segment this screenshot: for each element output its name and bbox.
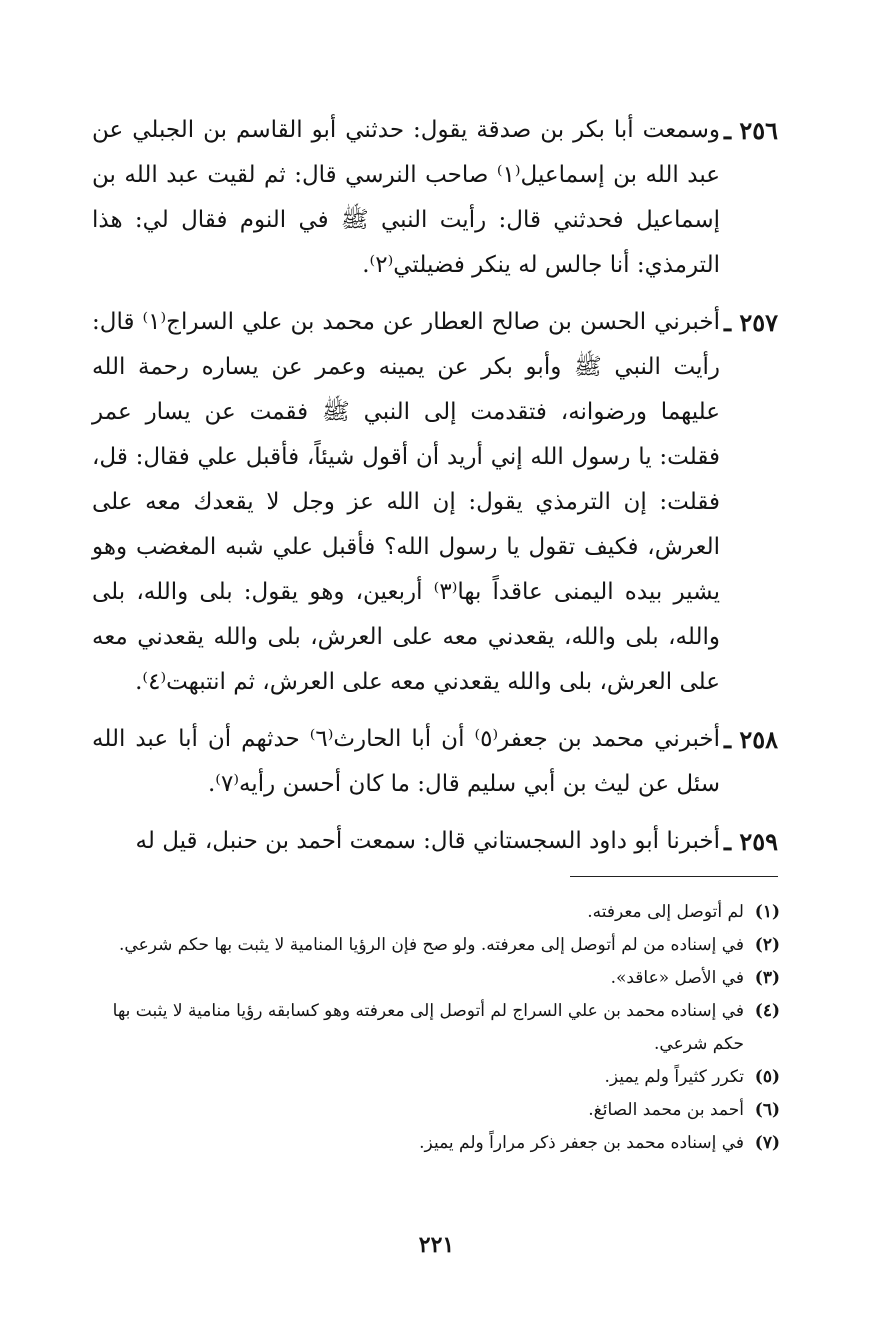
footnote-5	[90, 1061, 780, 1094]
main-text	[92, 108, 778, 876]
footnote-4	[90, 995, 780, 1061]
entry-text: أخبرنا أبو داود السجستاني قال: سمعت أحمد بن حنبل، قيل له	[135, 828, 720, 854]
entry-text: أخبرني الحسن بن صالح العطار عن محمد بن علي السراج⁽١⁾ قال: رأيت النبي ﷺ وأبو بكر عن يمينه وعمر عن يساره رحمة الله عليهما ورضوانه، فتقدمت إلى النبي ﷺ فقمت عن يسار عمر فقلت: يا رسول الله إني أريد أن أقول شيئاً، فأقبل علي فقال: قل، فقلت: إن الترمذي يقول: إن الله عز وجل لا يقعدك معه على العرش، فكيف تقول يا رسول الله؟ فأقبل علي شبه المغضب وهو يشير بيده اليمنى عاقداً بها⁽٣⁾ أربعين، وهو يقول: بلى والله، بلى والله، بلى والله، يقعدني معه على العرش، بلى والله يقعدني معه على العرش، بلى والله يقعدني معه على العرش، ثم انتبهت⁽٤⁾.	[92, 309, 721, 695]
entry-number: ٢٥٧ ـ	[723, 308, 778, 337]
footnotes	[90, 896, 780, 1160]
footnote-3	[90, 962, 780, 995]
entry-257	[92, 300, 778, 705]
footnote-number: (١)	[754, 902, 780, 922]
footnote-divider	[570, 876, 778, 877]
footnote-text: في إسناده محمد بن علي السراج لم أتوصل إلى معرفته وهو كسابقه رؤيا منامية لا يثبت بها حكم شرعي.	[112, 1001, 744, 1054]
entry-number: ٢٥٦ ـ	[723, 116, 778, 145]
entry-number: ٢٥٨ ـ	[723, 725, 778, 754]
footnote-6	[90, 1094, 780, 1127]
entry-259	[92, 819, 778, 864]
footnote-number: (٧)	[754, 1133, 780, 1153]
footnote-1	[90, 896, 780, 929]
entry-258	[92, 717, 778, 807]
footnote-number: (٢)	[754, 935, 780, 955]
footnote-number: (٦)	[754, 1100, 780, 1120]
footnote-number: (٣)	[754, 968, 780, 988]
entry-text: وسمعت أبا بكر بن صدقة يقول: حدثني أبو القاسم بن الجبلي عن عبد الله بن إسماعيل⁽١⁾ صاحب النرسي قال: ثم لقيت عبد الله بن إسماعيل فحدثني قال: رأيت النبي ﷺ في النوم فقال لي: هذا الترمذي: أنا جالس له ينكر فضيلتي⁽٢⁾.	[92, 117, 720, 278]
footnote-text: أحمد بن محمد الصائغ.	[588, 1100, 744, 1120]
footnote-text: تكرر كثيراً ولم يميز.	[604, 1067, 744, 1087]
page-number: ٢٢١	[418, 1232, 455, 1258]
entry-number: ٢٥٩ ـ	[723, 827, 778, 856]
footnote-text: في إسناده محمد بن جعفر ذكر مراراً ولم يميز.	[419, 1133, 744, 1153]
footnote-text: لم أتوصل إلى معرفته.	[587, 902, 744, 922]
entry-text: أخبرني محمد بن جعفر⁽٥⁾ أن أبا الحارث⁽٦⁾ حدثهم أن أبا عبد الله سئل عن ليث بن أبي سليم قال: ما كان أحسن رأيه⁽٧⁾.	[92, 726, 720, 797]
entry-256	[92, 108, 778, 288]
footnote-2	[90, 929, 780, 962]
footnote-text: في إسناده من لم أتوصل إلى معرفته. ولو صح فإن الرؤيا المنامية لا يثبت بها حكم شرعي.	[119, 935, 744, 955]
footnote-text: في الأصل «عاقد».	[610, 968, 744, 988]
footnote-number: (٤)	[754, 1001, 780, 1021]
footnote-7	[90, 1127, 780, 1160]
footnote-number: (٥)	[754, 1067, 780, 1087]
